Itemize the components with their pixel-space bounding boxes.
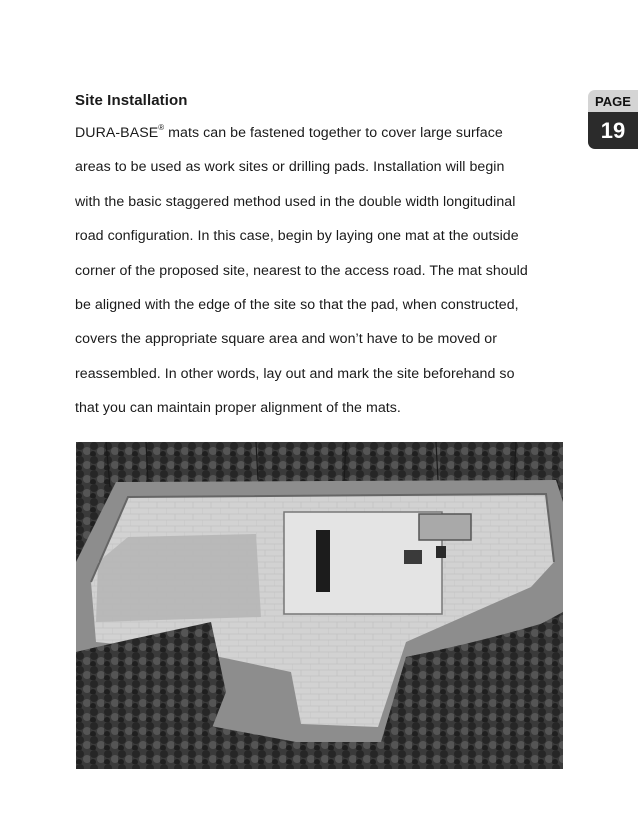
cellar-slot — [316, 530, 330, 592]
site-installation-photo — [76, 442, 563, 769]
equipment-box-2 — [436, 546, 446, 558]
page-number-tab — [588, 90, 638, 149]
paragraph-line-8: reassembled. In other words, lay out and mark the site beforehand so — [75, 365, 515, 382]
brand-name: DURA-BASE — [75, 125, 159, 141]
paragraph-line-4: road configuration. In this case, begin by laying one mat at the outside — [75, 228, 519, 245]
paragraph-line-9: that you can maintain proper alignment of the mats. — [75, 400, 401, 417]
paragraph-line-2: areas to be used as work sites or drilling pads. Installation will begin — [75, 159, 505, 176]
equipment-pad — [419, 514, 471, 540]
equipment-box — [404, 550, 422, 564]
paragraph-line-1 — [75, 116, 580, 150]
rough-area — [96, 534, 261, 622]
page-label: PAGE — [588, 90, 638, 112]
paragraph-line-5: corner of the proposed site, nearest to the access road. The mat should — [75, 262, 528, 279]
section-heading: Site Installation — [75, 92, 188, 109]
registered-mark: ® — [158, 123, 165, 132]
line-1-text: mats can be fastened together to cover large surface — [164, 125, 503, 141]
paragraph-line-7: covers the appropriate square area and won’t have to be moved or — [75, 331, 497, 348]
paragraph-line-6: be aligned with the edge of the site so that the pad, when constructed, — [75, 297, 519, 314]
body-paragraph — [75, 116, 580, 426]
page-number: 19 — [588, 112, 638, 149]
paragraph-line-3: with the basic staggered method used in the double width longitudinal — [75, 193, 516, 210]
